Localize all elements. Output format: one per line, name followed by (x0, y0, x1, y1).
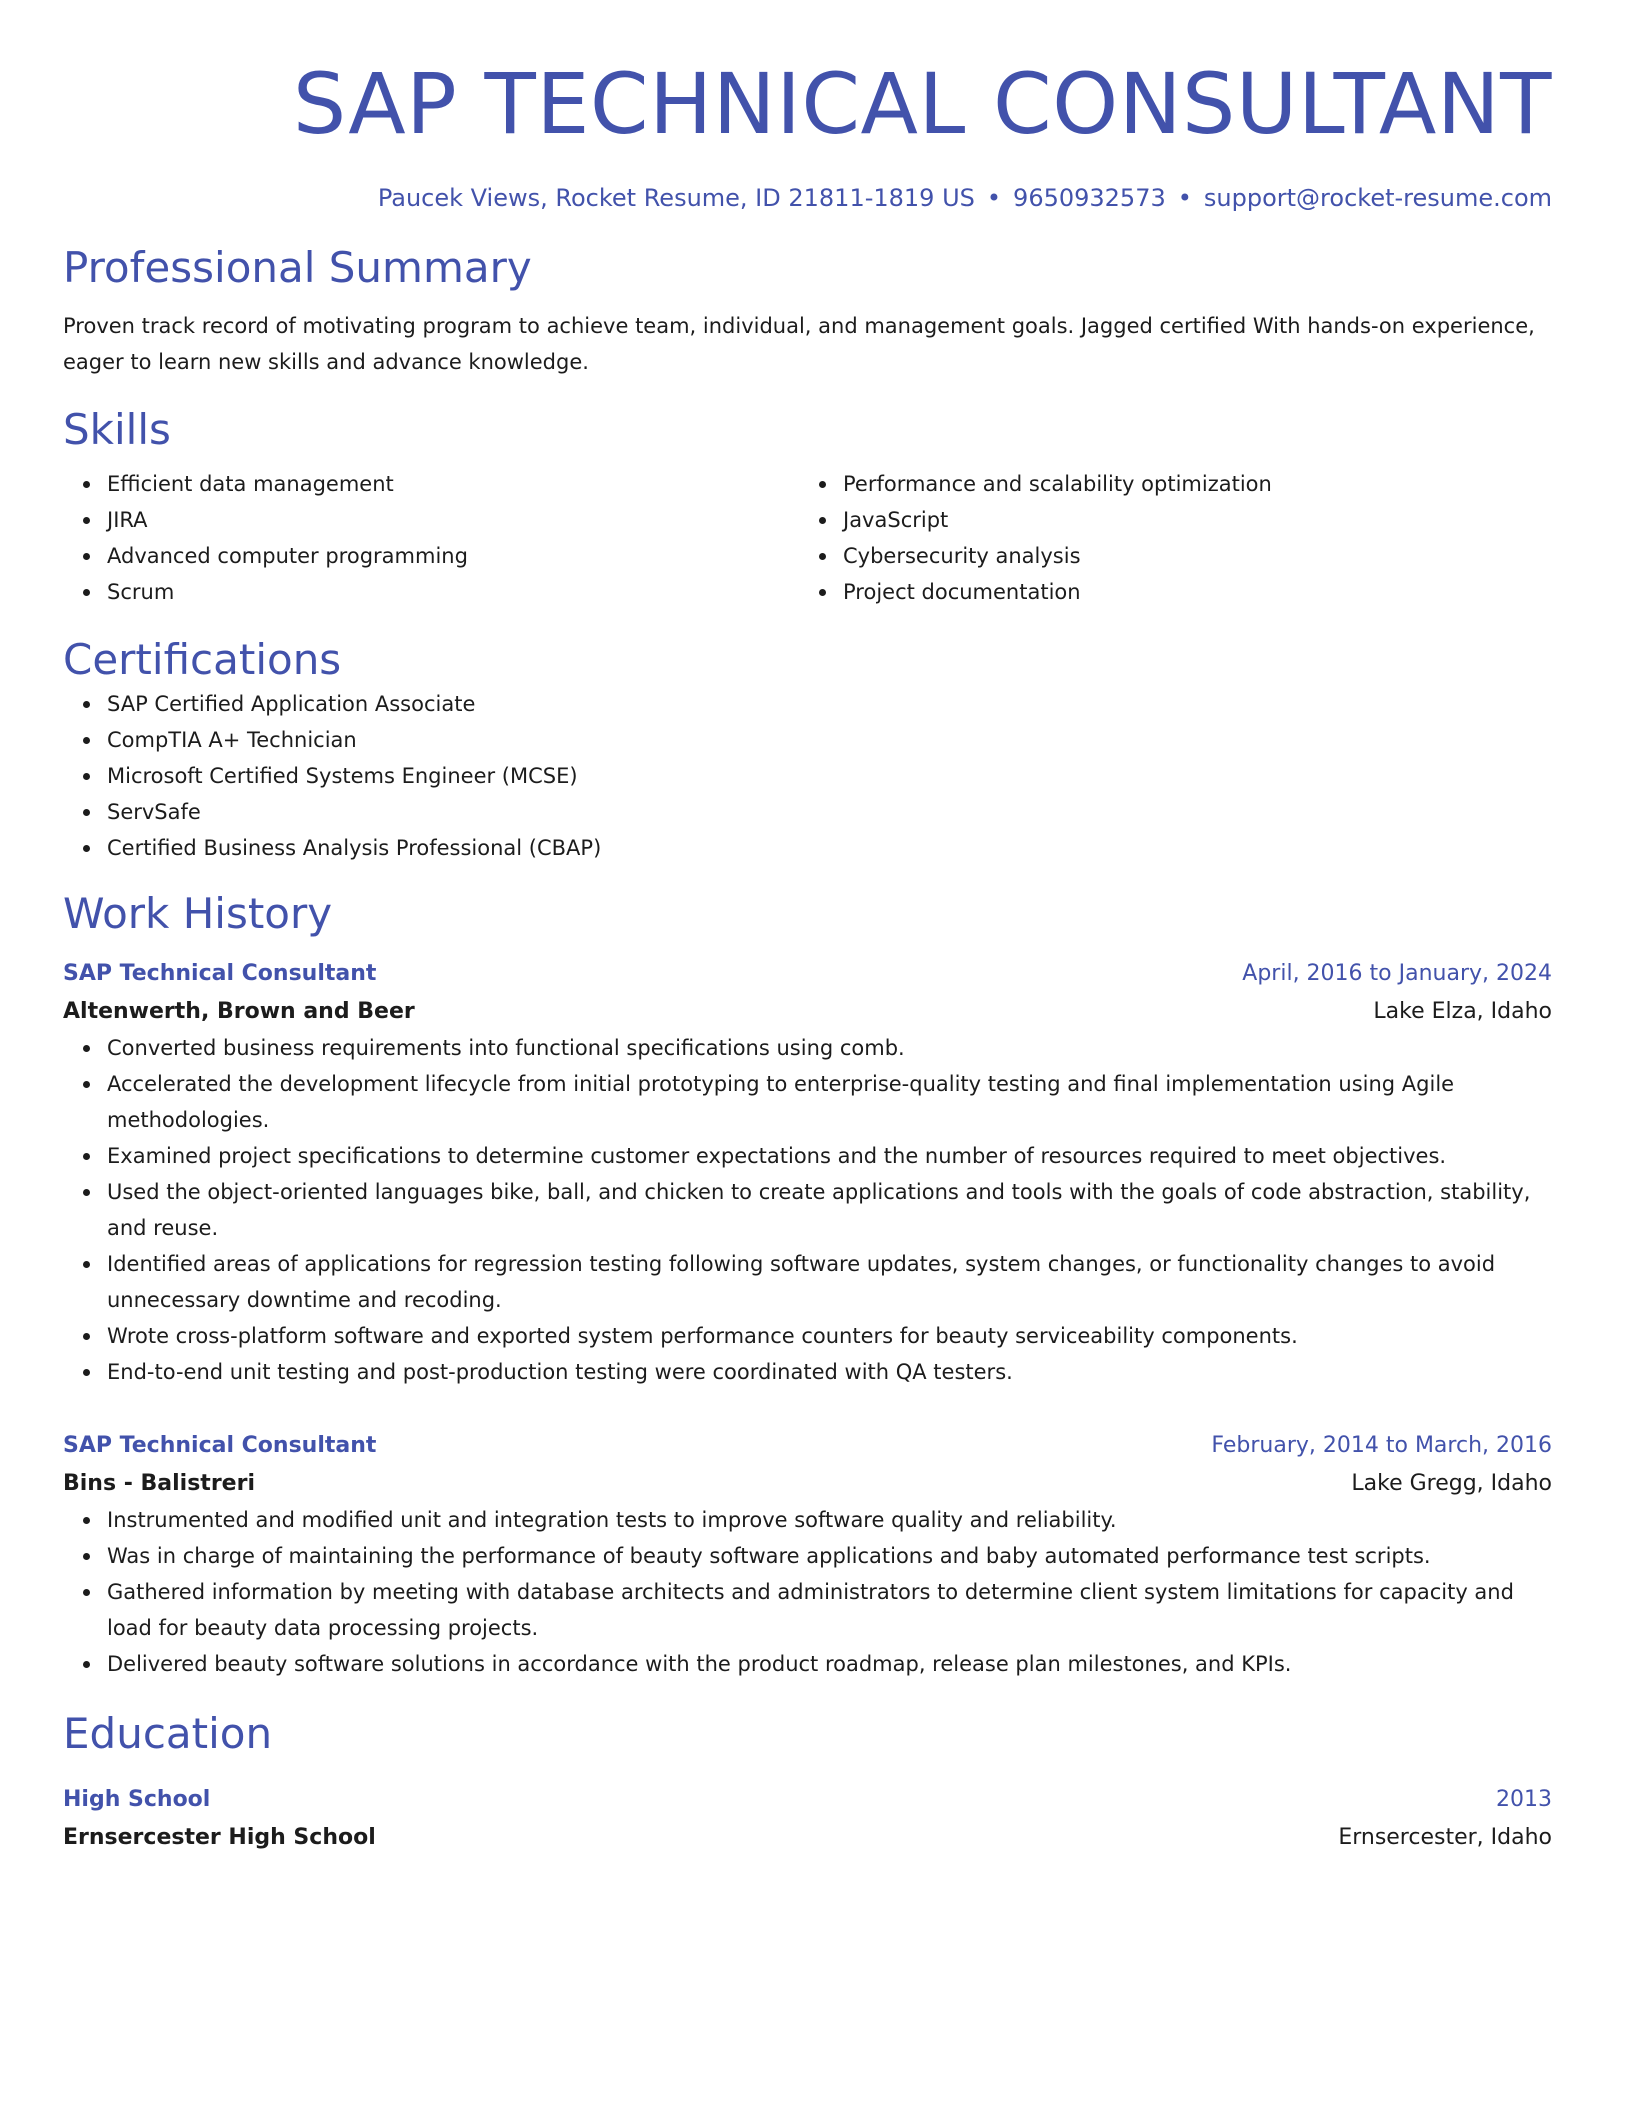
skill-item: Scrum (107, 574, 799, 610)
education-degree-row (63, 1782, 1552, 1818)
education-location: Ernsercester, Idaho (1338, 1825, 1552, 1850)
job-location: Lake Elza, Idaho (1373, 999, 1552, 1024)
work-history-section (63, 888, 1552, 1682)
skill-item: Cybersecurity analysis (843, 538, 1535, 574)
skills-list-right (799, 466, 1535, 610)
certification-item: Certified Business Analysis Professional (CBAP) (107, 830, 1552, 866)
contact-separator: • (986, 184, 1002, 212)
job-bullet: Used the object-oriented languages bike, ball, and chicken to create applications and tools with the goals of code abstraction, stability, and reuse. (107, 1174, 1552, 1246)
education-section (63, 1708, 1552, 1858)
job-bullet: End-to-end unit testing and post-production testing were coordinated with QA testers. (107, 1354, 1552, 1390)
job-title-row (63, 956, 1552, 992)
certification-item: CompTIA A+ Technician (107, 722, 1552, 758)
summary-section (63, 242, 1552, 380)
skill-item: JIRA (107, 502, 799, 538)
education-school-row (63, 1818, 1552, 1858)
skill-item: Performance and scalability optimization (843, 466, 1535, 502)
skills-list-left (63, 466, 799, 610)
job-title: SAP Technical Consultant (63, 1433, 377, 1458)
job-bullet: Gathered information by meeting with database architects and administrators to determine client system limitations for capacity and load for beauty data processing projects. (107, 1574, 1552, 1646)
education-school: Ernsercester High School (63, 1825, 376, 1850)
job-company-row (63, 992, 1552, 1030)
skills-heading: Skills (63, 405, 171, 454)
job-bullets (63, 1502, 1552, 1682)
education-heading: Education (63, 1709, 273, 1758)
job-company: Bins - Balistreri (63, 1471, 255, 1496)
certifications-list (63, 686, 1552, 866)
certification-item: SAP Certified Application Associate (107, 686, 1552, 722)
skills-section (63, 404, 1552, 610)
resume-title: SAP TECHNICAL CONSULTANT (292, 55, 1552, 153)
contact-address: Paucek Views, Rocket Resume, ID 21811-1819 US (377, 184, 975, 212)
education-year: 2013 (1496, 1787, 1552, 1812)
job-bullet: Identified areas of applications for regression testing following software updates, system changes, or functionality changes to avoid unnecessary downtime and recoding. (107, 1246, 1552, 1318)
job-company: Altenwerth, Brown and Beer (63, 999, 415, 1024)
job-bullets (63, 1030, 1552, 1390)
certifications-section (63, 634, 1552, 866)
skills-column-right (799, 466, 1535, 610)
job-company-row (63, 1464, 1552, 1502)
certification-item: Microsoft Certified Systems Engineer (MCSE) (107, 758, 1552, 794)
job-dates: April, 2016 to January, 2024 (1242, 961, 1552, 986)
job-location: Lake Gregg, Idaho (1351, 1471, 1552, 1496)
summary-heading: Professional Summary (63, 243, 532, 292)
summary-text: Proven track record of motivating program to achieve team, individual, and management goals. Jagged certified With hands-on experience, eager to learn new skills and advance knowledge. (63, 314, 1535, 374)
certifications-heading: Certifications (63, 635, 342, 684)
skill-item: Advanced computer programming (107, 538, 799, 574)
job-dates: February, 2014 to March, 2016 (1211, 1433, 1552, 1458)
contact-line (63, 182, 1552, 214)
job-entry (63, 956, 1552, 1390)
skill-item: Efficient data management (107, 466, 799, 502)
job-bullet: Examined project specifications to determine customer expectations and the number of resources required to meet objectives. (107, 1138, 1552, 1174)
work-history-heading: Work History (63, 889, 333, 938)
education-degree: High School (63, 1787, 211, 1812)
skill-item: Project documentation (843, 574, 1535, 610)
skill-item: JavaScript (843, 502, 1535, 538)
job-bullet: Instrumented and modified unit and integration tests to improve software quality and reliability. (107, 1502, 1552, 1538)
skills-column-left (63, 466, 799, 610)
education-entry (63, 1782, 1552, 1858)
contact-email[interactable]: support@rocket-resume.com (1203, 184, 1552, 212)
resume-header (63, 56, 1552, 214)
job-bullet: Wrote cross-platform software and exported system performance counters for beauty serviceability components. (107, 1318, 1552, 1354)
job-title: SAP Technical Consultant (63, 961, 377, 986)
contact-separator: • (1177, 184, 1192, 212)
job-bullet: Converted business requirements into functional specifications using comb. (107, 1030, 1552, 1066)
certification-item: ServSafe (107, 794, 1552, 830)
job-entry (63, 1428, 1552, 1682)
job-bullet: Accelerated the development lifecycle from initial prototyping to enterprise-quality testing and final implementation using Agile methodologies. (107, 1066, 1552, 1138)
job-title-row (63, 1428, 1552, 1464)
skills-grid (63, 466, 1552, 610)
job-bullet: Delivered beauty software solutions in accordance with the product roadmap, release plan milestones, and KPIs. (107, 1646, 1552, 1682)
contact-phone: 9650932573 (1013, 184, 1166, 212)
job-bullet: Was in charge of maintaining the performance of beauty software applications and baby automated performance test scripts. (107, 1538, 1552, 1574)
